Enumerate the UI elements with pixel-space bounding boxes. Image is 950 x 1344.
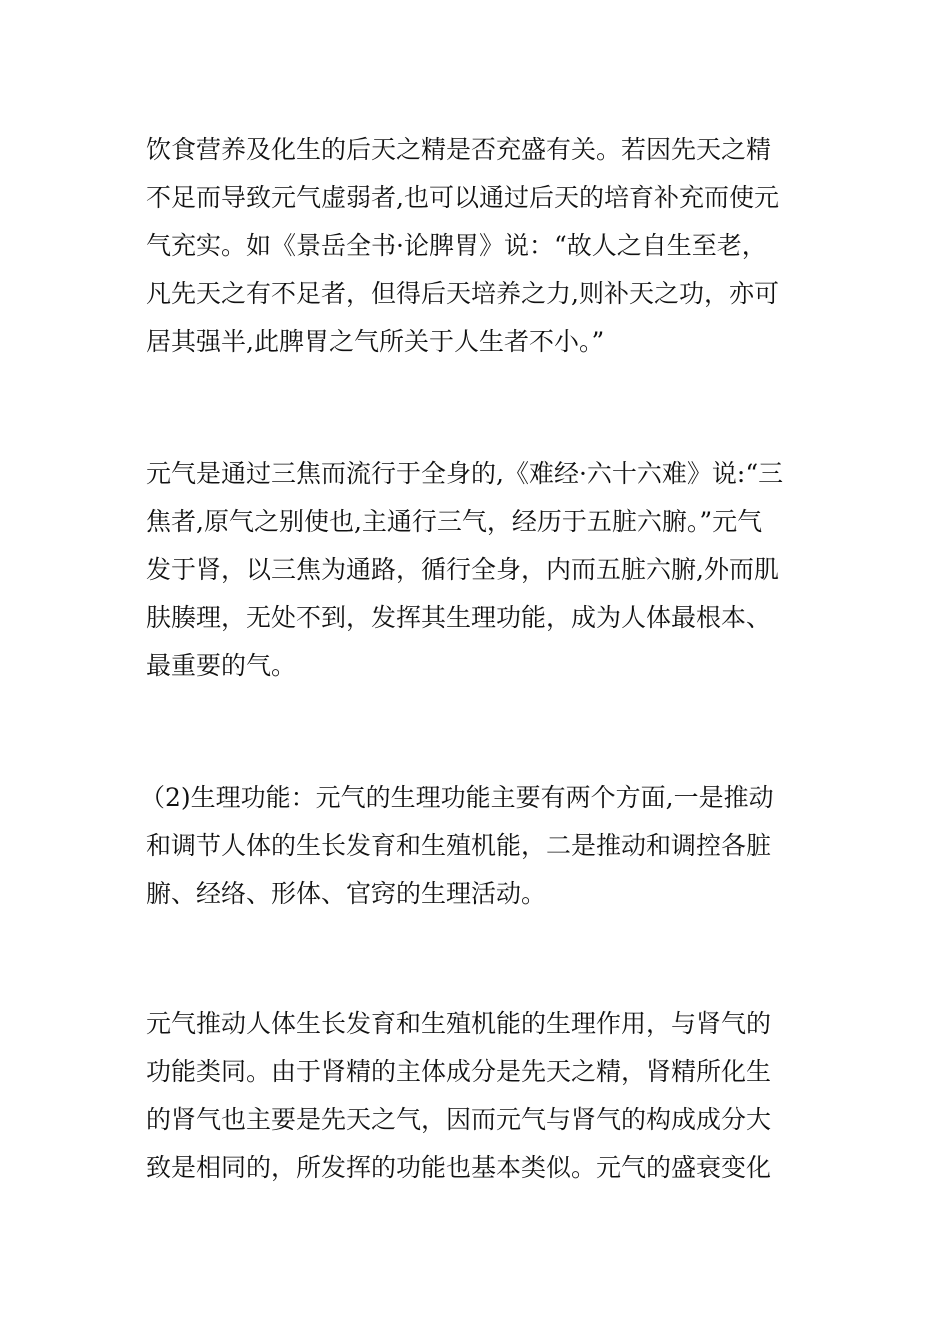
- paragraph-3: [140, 774, 814, 918]
- paragraph-1: [146, 126, 814, 366]
- text-line: 发于肾，以三焦为通路，循行全身，内而五脏六腑,外而肌: [146, 555, 779, 584]
- text-line: （2)生理功能：元气的生理功能主要有两个方面,一是推动: [140, 783, 774, 812]
- text-line: 居其强半,此脾胃之气所关于人生者不小。”: [146, 327, 605, 356]
- text-line: 最重要的气。: [146, 651, 297, 680]
- paragraph-2: [146, 450, 814, 690]
- paragraph-4: [146, 1000, 814, 1192]
- text-line: 饮食营养及化生的后天之精是否充盛有关。若因先天之精: [146, 135, 772, 164]
- text-line: 和调节人体的生长发育和生殖机能，二是推动和调控各脏: [146, 831, 772, 860]
- text-line: 的肾气也主要是先天之气，因而元气与肾气的构成成分大: [146, 1105, 772, 1134]
- text-line: 腑、经络、形体、官窍的生理活动。: [146, 879, 547, 908]
- text-line: 肤腠理，无处不到，发挥其生理功能，成为人体最根本、: [146, 603, 772, 632]
- text-line: 凡先天之有不足者，但得后天培养之力,则补天之功，亦可: [146, 279, 779, 308]
- text-line: 焦者,原气之别使也,主通行三气，经历于五脏六腑。”元气: [146, 507, 763, 536]
- text-line: 致是相同的，所发挥的功能也基本类似。元气的盛衰变化: [146, 1153, 772, 1182]
- text-line: 元气是通过三焦而流行于全身的,《难经·六十六难》说:“三: [146, 459, 784, 488]
- text-line: 不足而导致元气虚弱者,也可以通过后天的培育补充而使元: [146, 183, 779, 212]
- text-line: 元气推动人体生长发育和生殖机能的生理作用，与肾气的: [146, 1009, 772, 1038]
- text-line: 气充实。如《景岳全书·论脾胃》说：“故人之自生至老，: [146, 231, 767, 260]
- text-line: 功能类同。由于肾精的主体成分是先天之精，肾精所化生: [146, 1057, 772, 1086]
